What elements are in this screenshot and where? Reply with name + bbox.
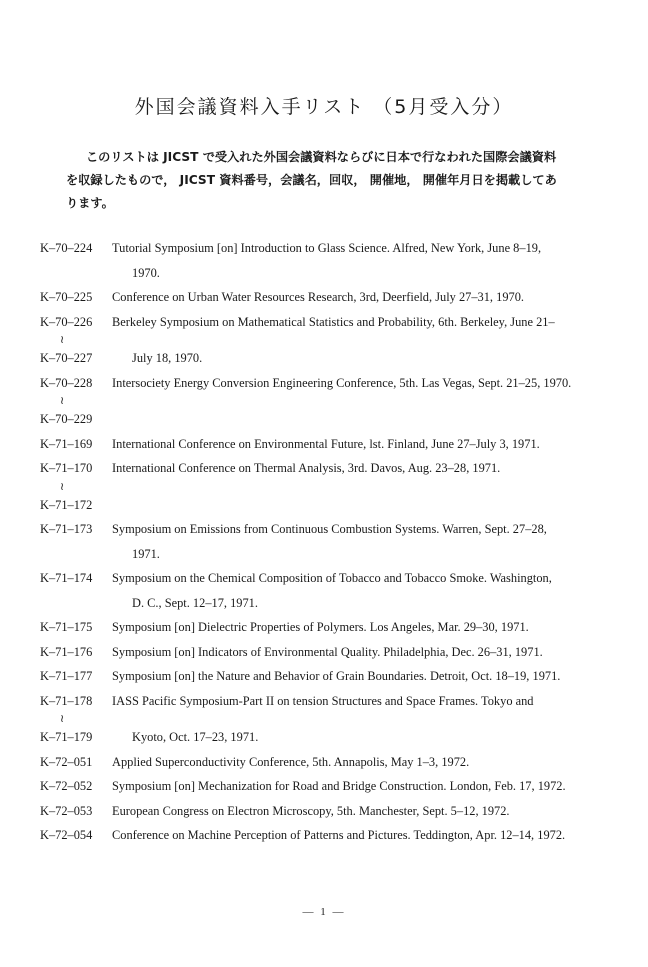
- list-item: [40, 517, 605, 566]
- intro-line-1: このリストは JICST で受入れた外国会議資料ならびに日本で行なわれた国際会議資料: [86, 150, 557, 164]
- entry-text: [112, 689, 605, 750]
- document-number: K–71–170: [40, 461, 93, 475]
- entry-text: Conference on Urban Water Resources Research, 3rd, Deerfield, July 27–31, 1970.: [112, 290, 525, 304]
- list-item: [40, 689, 605, 750]
- document-number-range: [40, 310, 112, 371]
- intro-paragraph: [66, 146, 596, 215]
- document-number: K–70–227: [40, 351, 93, 365]
- entry-continuation: 1970.: [132, 265, 160, 280]
- entry-line: Berkeley Symposium on Mathematical Statistics and Probability, 6th. Berkeley, June 21–: [112, 314, 555, 329]
- document-number: K–71–175: [40, 620, 93, 634]
- document-number: K–70–229: [40, 412, 93, 426]
- document-number: K–70–224: [40, 241, 93, 255]
- entry-text: Symposium [on] Dielectric Properties of Polymers. Los Angeles, Mar. 29–30, 1971.: [112, 620, 529, 634]
- entry-continuation: Kyoto, Oct. 17–23, 1971.: [132, 730, 259, 744]
- document-number: K–71–172: [40, 497, 93, 512]
- conference-list: [40, 236, 605, 848]
- document-number: K–72–052: [40, 779, 93, 793]
- entry-line: Tutorial Symposium [on] Introduction to Glass Science. Alfred, New York, June 8–19,: [112, 241, 542, 255]
- entry-line: Symposium on Emissions from Continuous Combustion Systems. Warren, Sept. 27–28,: [112, 522, 547, 536]
- document-number-range: [40, 456, 112, 517]
- entry-text: Intersociety Energy Conversion Engineering Conference, 5th. Las Vegas, Sept. 21–25, 1970.: [112, 375, 572, 390]
- intro-line-2: を収録したもので， JICST 資料番号，会議名，回収， 開催地， 開催年月日を掲載してあ: [66, 173, 557, 187]
- list-item: [40, 432, 605, 457]
- document-number: K–72–053: [40, 803, 93, 818]
- entry-line: IASS Pacific Symposium-Part II on tension Structures and Space Frames. Tokyo and: [112, 693, 534, 708]
- entry-text: [112, 236, 605, 285]
- list-item: [40, 823, 605, 848]
- document-number-range: [40, 689, 112, 750]
- entry-text: Symposium [on] Mechanization for Road and Bridge Construction. London, Feb. 17, 1972.: [112, 779, 566, 793]
- list-item: [40, 615, 605, 640]
- page-number: — 1 —: [302, 906, 346, 918]
- document-number: K–70–225: [40, 290, 93, 304]
- list-item: [40, 371, 605, 432]
- document-number: K–70–226: [40, 314, 93, 329]
- document-number-range: [40, 371, 112, 432]
- list-item: [40, 566, 605, 615]
- entry-text: International Conference on Environmental Future, lst. Finland, June 27–July 3, 1971.: [112, 436, 540, 451]
- intro-line-3: ります。: [66, 196, 114, 210]
- list-item: [40, 285, 605, 310]
- document-number: K–71–176: [40, 644, 93, 659]
- entry-text: [112, 310, 605, 371]
- range-mark: ≀: [60, 334, 65, 346]
- document-number: K–72–051: [40, 754, 93, 769]
- entry-text: International Conference on Thermal Analysis, 3rd. Davos, Aug. 23–28, 1971.: [112, 461, 501, 475]
- entry-text: European Congress on Electron Microscopy, 5th. Manchester, Sept. 5–12, 1972.: [112, 803, 510, 818]
- document-number: K–72–054: [40, 828, 93, 842]
- range-mark: ≀: [60, 713, 65, 725]
- document-number: K–71–178: [40, 693, 93, 708]
- document-number: K–71–177: [40, 669, 93, 683]
- entry-text: [112, 566, 605, 615]
- entry-continuation: D. C., Sept. 12–17, 1971.: [132, 595, 258, 610]
- list-item: [40, 799, 605, 824]
- entry-line: Symposium on the Chemical Composition of Tobacco and Tobacco Smoke. Washington,: [112, 571, 552, 585]
- entry-text: Symposium [on] the Nature and Behavior of Grain Boundaries. Detroit, Oct. 18–19, 1971.: [112, 669, 561, 683]
- list-item: [40, 640, 605, 665]
- document-number: K–71–169: [40, 436, 93, 451]
- entry-continuation: 1971.: [132, 546, 160, 561]
- range-mark: ≀: [60, 395, 65, 407]
- entry-text: [112, 517, 605, 566]
- list-item: [40, 664, 605, 689]
- entry-text: Applied Superconductivity Conference, 5th. Annapolis, May 1–3, 1972.: [112, 754, 470, 769]
- document-number: K–71–174: [40, 571, 93, 585]
- page-title: 外国会議資料入手リスト （5月受入分）: [134, 96, 514, 118]
- list-item: [40, 750, 605, 775]
- list-item: [40, 456, 605, 517]
- entry-continuation: July 18, 1970.: [132, 351, 203, 365]
- entry-text: Conference on Machine Perception of Patterns and Pictures. Teddington, Apr. 12–14, 1972.: [112, 828, 566, 842]
- entry-text: Symposium [on] Indicators of Environmental Quality. Philadelphia, Dec. 26–31, 1971.: [112, 644, 543, 659]
- list-item: [40, 774, 605, 799]
- list-item: [40, 310, 605, 371]
- document-number: K–71–173: [40, 522, 93, 536]
- range-mark: ≀: [60, 480, 65, 493]
- list-item: [40, 236, 605, 285]
- document-number: K–71–179: [40, 730, 93, 744]
- document-number: K–70–228: [40, 375, 93, 390]
